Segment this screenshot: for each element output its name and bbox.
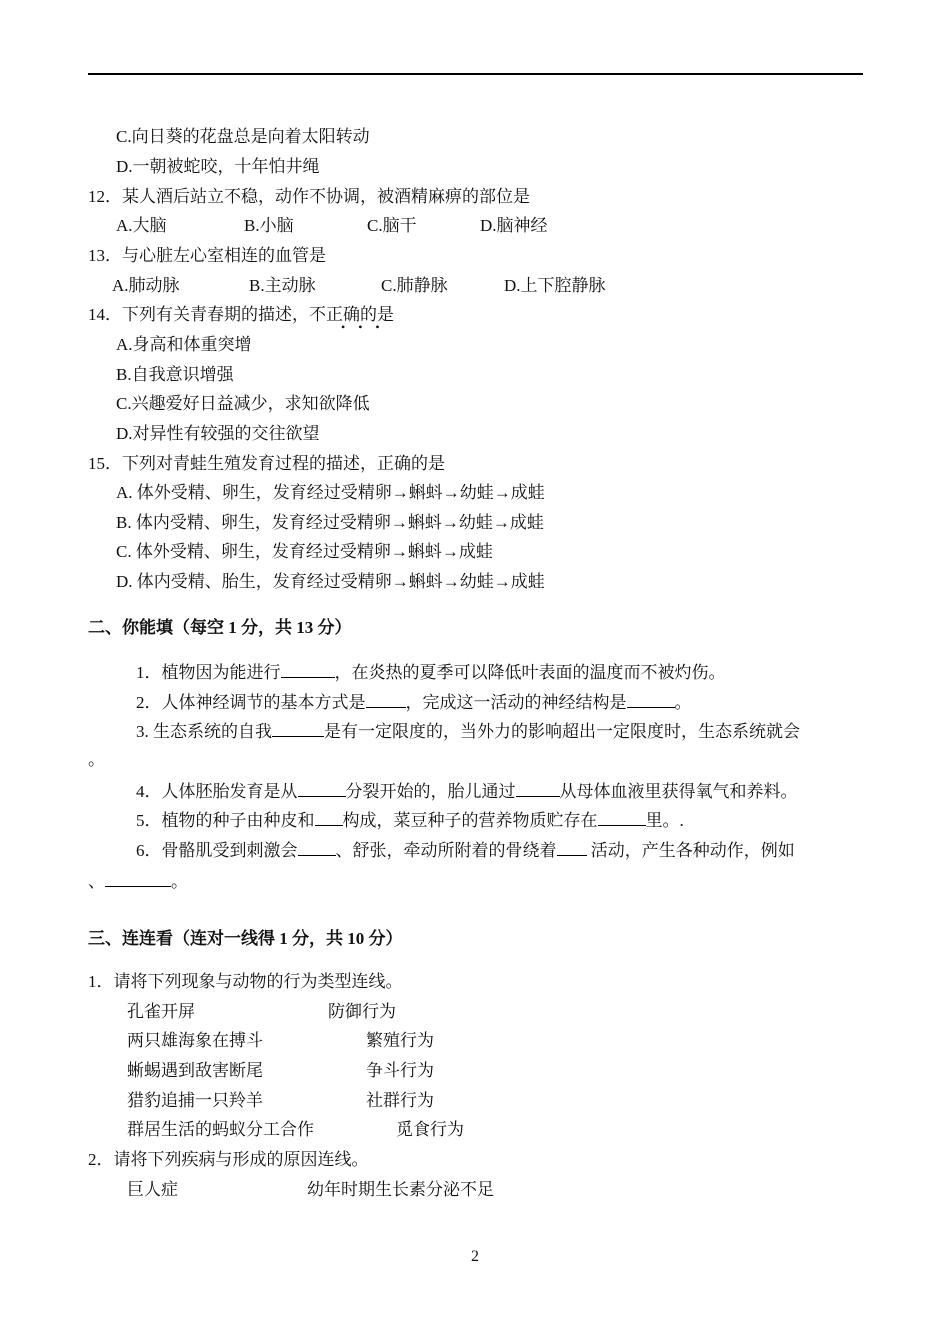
fill-blank[interactable] xyxy=(272,720,324,737)
match-left-item[interactable]: 群居生活的蚂蚁分工合作 xyxy=(127,1120,314,1139)
section3-title: 三、连连看（连对一线得 1 分，共 10 分） xyxy=(88,929,403,948)
q14-option-a: A.身高和体重突增 xyxy=(116,335,252,354)
fill-item-3: 3. 生态系统的自我 是有一定限度的，当外力的影响超出一定限度时，生态系统就会 xyxy=(136,722,800,741)
fill-item-1: 1．植物因为能进行 ，在炎热的夏季可以降低叶表面的温度而不被灼伤。 xyxy=(136,663,726,682)
q11-option-c: C.向日葵的花盘总是向着太阳转动 xyxy=(116,127,370,146)
q14-option-b: B.自我意识增强 xyxy=(116,365,234,384)
match-left-item[interactable]: 巨人症 xyxy=(127,1180,178,1199)
q14-option-d: D.对异性有较强的交往欲望 xyxy=(116,424,320,443)
q14-option-c: C.兴趣爱好日益减少，求知欲降低 xyxy=(116,394,370,413)
q13-option-c: C.肺静脉 xyxy=(381,276,448,295)
q12-option-b: B.小脑 xyxy=(244,216,294,235)
q15-option-c: C. 体外受精、卵生，发育经过受精卵→蝌蚪→成蛙 xyxy=(116,542,493,561)
match-right-item[interactable]: 防御行为 xyxy=(328,1002,396,1021)
match-question-2: 2．请将下列疾病与形成的原因连线。 xyxy=(88,1150,369,1169)
match-right-item[interactable]: 争斗行为 xyxy=(366,1061,434,1080)
match-left-item[interactable]: 蜥蜴遇到敌害断尾 xyxy=(127,1061,263,1080)
q13-option-a: A.肺动脉 xyxy=(112,276,180,295)
q12-option-d: D.脑神经 xyxy=(480,216,548,235)
fill-blank[interactable] xyxy=(105,870,171,887)
match-left-item[interactable]: 孔雀开屏 xyxy=(127,1002,195,1021)
fill-blank[interactable] xyxy=(366,691,406,708)
q12-stem: 12．某人酒后站立不稳，动作不协调，被酒精麻痹的部位是 xyxy=(88,187,530,206)
match-right-item[interactable]: 繁殖行为 xyxy=(366,1031,434,1050)
q12-option-c: C.脑干 xyxy=(367,216,417,235)
q15-stem: 15．下列对青蛙生殖发育过程的描述，正确的是 xyxy=(88,454,445,473)
q11-option-d: D.一朝被蛇咬，十年怕井绳 xyxy=(116,157,320,176)
q13-option-b: B.主动脉 xyxy=(249,276,316,295)
fill-item-6-end: 、 。 xyxy=(88,872,188,891)
fill-item-4: 4．人体胚胎发育是从 分裂开始的，胎儿通过 从母体血液里获得氧气和养料。 xyxy=(136,782,798,801)
fill-blank[interactable] xyxy=(627,691,675,708)
q14-stem: 14．下列有关青春期的描述，不正确的是 xyxy=(88,305,394,324)
q12-option-a: A.大脑 xyxy=(116,216,167,235)
match-right-item[interactable]: 幼年时期生长素分泌不足 xyxy=(307,1180,494,1199)
q15-option-a: A. 体外受精、卵生，发育经过受精卵→蝌蚪→幼蛙→成蛙 xyxy=(116,483,545,502)
page-number: 2 xyxy=(471,1248,479,1265)
fill-blank[interactable] xyxy=(281,661,335,678)
q15-option-b: B. 体内受精、卵生，发育经过受精卵→蝌蚪→幼蛙→成蛙 xyxy=(116,513,544,532)
match-question-1: 1．请将下列现象与动物的行为类型连线。 xyxy=(88,972,403,991)
fill-blank[interactable] xyxy=(598,809,646,826)
fill-item-2: 2．人体神经调节的基本方式是 ，完成这一活动的神经结构是 。 xyxy=(136,693,692,712)
match-left-item[interactable]: 猎豹追捕一只羚羊 xyxy=(127,1091,263,1110)
fill-item-3-end: 。 xyxy=(88,750,105,769)
q13-option-d: D.上下腔静脉 xyxy=(504,276,606,295)
match-right-item[interactable]: 觅食行为 xyxy=(396,1120,464,1139)
emphasis-dots: ••• xyxy=(341,320,393,334)
fill-item-5: 5．植物的种子由种皮和 构成，菜豆种子的营养物质贮存在 里。. xyxy=(136,811,684,830)
match-left-item[interactable]: 两只雄海象在搏斗 xyxy=(127,1031,263,1050)
header-rule xyxy=(88,73,863,75)
q15-option-d: D. 体内受精、胎生，发育经过受精卵→蝌蚪→幼蛙→成蛙 xyxy=(116,572,545,591)
match-right-item[interactable]: 社群行为 xyxy=(366,1091,434,1110)
section2-title: 二、你能填（每空 1 分，共 13 分） xyxy=(88,618,352,637)
fill-blank[interactable] xyxy=(298,839,336,856)
fill-blank[interactable] xyxy=(516,780,560,797)
fill-blank[interactable] xyxy=(298,780,346,797)
fill-item-6: 6．骨骼肌受到刺激会 、舒张，牵动所附着的骨绕着 活动，产生各种动作，例如 xyxy=(136,841,795,860)
fill-blank[interactable] xyxy=(315,809,343,826)
q13-stem: 13．与心脏左心室相连的血管是 xyxy=(88,246,326,265)
fill-blank[interactable] xyxy=(557,839,587,856)
